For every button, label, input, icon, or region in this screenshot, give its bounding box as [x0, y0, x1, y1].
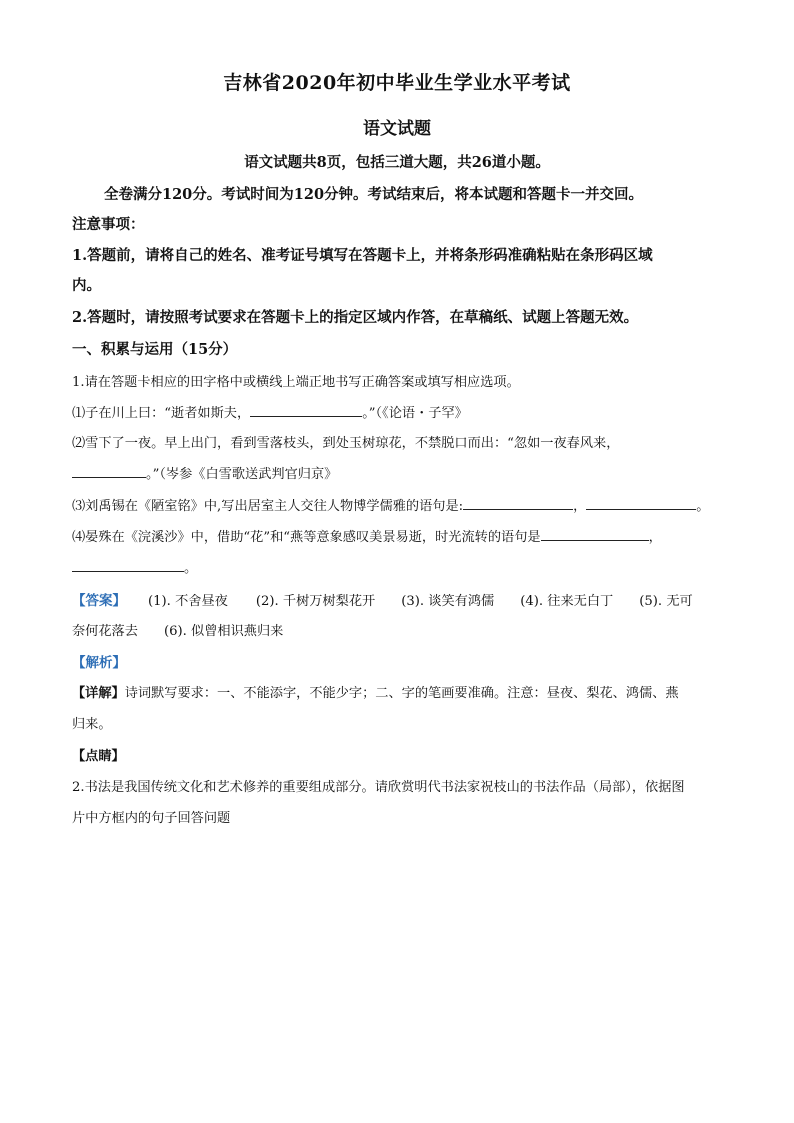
page-subtitle: 语文试题	[363, 119, 431, 139]
detail-label: 【详解】	[72, 686, 125, 701]
question-1-3-text: ⑶刘禹锡在《陋室铭》中,写出居室主人交往人物博学儒雅的语句是:	[72, 499, 464, 514]
answer-blank[interactable]	[463, 495, 573, 510]
question-1-4-continued	[72, 557, 724, 576]
question-1-3	[72, 495, 724, 514]
answer-6: (6). 似曾相识燕归来	[163, 624, 284, 639]
answer-blank[interactable]	[72, 557, 184, 572]
question-1-2-continued	[72, 463, 724, 482]
question-1-1-text: ⑴子在川上曰：“逝者如斯夫，	[72, 406, 251, 421]
question-1-4-text: ⑷晏殊在《浣溪沙》中，借助“花”和“燕等意象感叹美景易逝，时光流转的语句是	[72, 530, 541, 545]
question-1-4-period: 。	[184, 561, 198, 576]
note-1-continued: 内。	[72, 277, 101, 294]
question-1-2-source: 。”（岑参《白雪歌送武判官归京》	[146, 467, 338, 482]
question-2-continued: 片中方框内的句子回答问题	[72, 811, 231, 826]
answer-blank[interactable]	[250, 402, 362, 417]
question-2: 2.书法是我国传统文化和艺术修养的重要组成部分。请欣赏明代书法家祝枝山的书法作品（局部），依据图	[72, 780, 685, 795]
detail-row	[72, 682, 724, 701]
question-1-3-comma: ，	[573, 499, 587, 514]
question-1-1	[72, 402, 724, 421]
question-1-2: ⑵雪下了一夜。早上出门，看到雪落枝头，到处玉树琼花，不禁脱口而出：“忽如一夜春风来，	[72, 436, 620, 451]
answer-4: (4). 往来无白丁	[520, 594, 614, 609]
answer-label: 【答案】	[72, 593, 126, 609]
answer-blank[interactable]	[72, 463, 146, 478]
intro-line-2: 全卷满分120分。考试时间为120分钟。考试结束后，将本试题和答题卡一并交回。	[104, 186, 644, 203]
question-1-3-period: 。	[696, 499, 710, 514]
analysis-label: 【解析】	[72, 655, 126, 671]
detail-row-continued: 归来。	[72, 717, 112, 732]
answer-1: (1). 不舍昼夜	[148, 594, 228, 609]
answer-2: (2). 千树万树梨花开	[255, 594, 376, 609]
page-title: 吉林省2020年初中毕业生学业水平考试	[223, 72, 571, 94]
answer-row	[72, 589, 724, 609]
answer-row-continued	[72, 620, 724, 639]
question-1-1-source: 。”（《论语・子罕》	[362, 406, 468, 421]
notes-heading: 注意事项：	[72, 216, 145, 233]
detail-text: 诗词默写要求：一、不能添字，不能少字；二、字的笔画要准确。注意：昼夜、梨花、鸿儒、燕	[124, 686, 679, 701]
intro-line-1: 语文试题共8页，包括三道大题，共26道小题。	[244, 154, 550, 171]
question-1-4	[72, 526, 724, 545]
comment-label: 【点睛】	[72, 749, 125, 764]
answer-blank[interactable]	[541, 526, 649, 541]
question-1-stem: 1.请在答题卡相应的田字格中或横线上端正地书写正确答案或填写相应选项。	[72, 375, 520, 390]
answer-5-continued: 奈何花落去	[72, 624, 138, 639]
answer-5: (5). 无可	[639, 594, 693, 609]
analysis-row	[72, 651, 724, 671]
note-2: 2.答题时，请按照考试要求在答题卡上的指定区域内作答，在草稿纸、试题上答题无效。	[72, 309, 639, 326]
note-1: 1.答题前，请将自己的姓名、准考证号填写在答题卡上，并将条形码准确粘贴在条形码区域	[72, 247, 653, 264]
section-heading: 一、积累与运用（15分）	[72, 341, 238, 358]
question-1-4-comma: ，	[648, 530, 662, 545]
answer-blank[interactable]	[586, 495, 696, 510]
answer-3: (3). 谈笑有鸿儒	[401, 594, 495, 609]
